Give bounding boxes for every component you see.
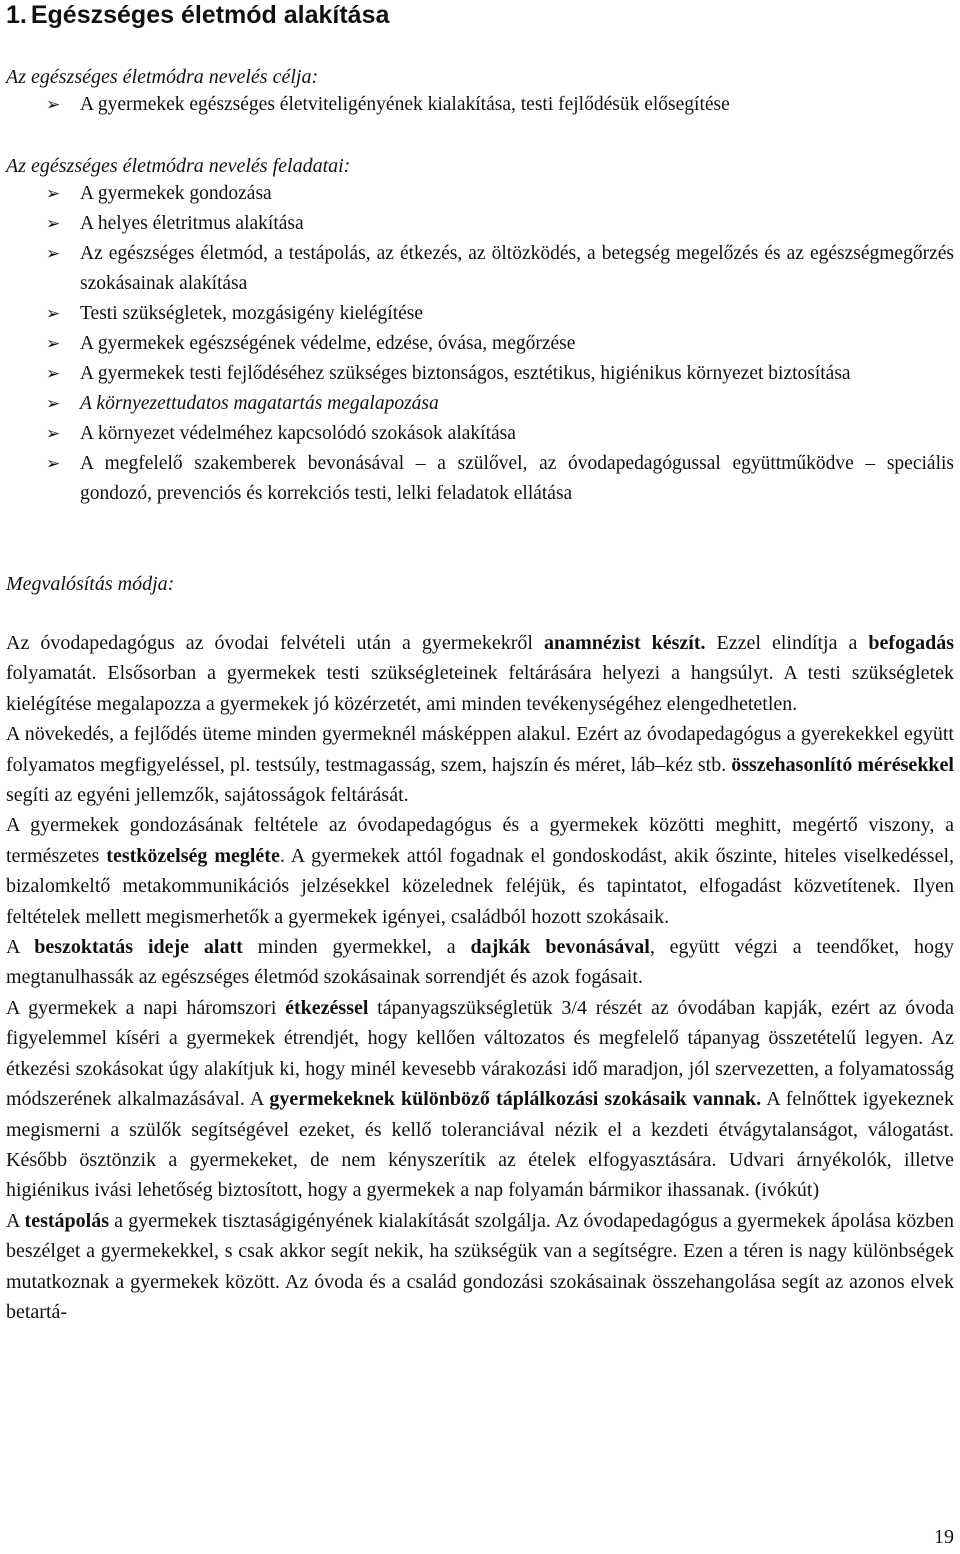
list-item: ➢ A gyermekek egészségének védelme, edzése, óvása, megőrzése [0,329,960,359]
page-number: 19 [934,1526,954,1548]
section-number: 1. [6,1,27,29]
arrow-bullet-icon: ➢ [46,304,61,324]
paragraph: Az óvodapedagógus az óvodai felvételi után a gyermekekről anamnézist készít. Ezzel elindítja a befogadás folyamatát. Elsősorban a gyermekek testi szükségleteinek feltárására helyezi a hangsúlyt. A testi szükségletek kielégítése megalapozza a gyermekek jó közérzetét, ami minden tevékenységéhez elengedhetetlen. [6,632,954,715]
arrow-bullet-icon: ➢ [46,394,61,414]
arrow-bullet-icon: ➢ [46,214,61,234]
arrow-bullet-icon: ➢ [46,424,61,444]
paragraph: A gyermekek gondozásának feltétele az óvodapedagógus és a gyermekek közötti meghitt, megértő viszony, a természetes testközelség megléte. A gyermekek attól fogadnak el gondoskodást, akik őszinte, hiteles viselkedéssel, bizalomkeltő metakommunikációs jelzésekkel közelednek feléjük, és tapintatot, elfogadást közvetítenek. Ilyen feltételek mellett megismerhetők a gyermekek igényei, családból hozott szokásaik. [6,814,955,928]
section-title: Egészséges életmód alakítása [30,1,390,29]
arrow-bullet-icon: ➢ [46,364,61,384]
list-item: ➢ A megfelelő szakemberek bevonásával – a szülővel, az óvodapedagógussal együttműködve – speciális gondozó, prevenciós és korrekciós testi, lelki feladatok ellátása [0,449,960,509]
list-item: ➢ A gyermekek egészséges életviteligényének kialakítása, testi fejlődésük elősegítése [0,90,960,120]
arrow-bullet-icon: ➢ [46,184,61,204]
goal-heading: Az egészséges életmódra nevelés célja: [6,66,319,88]
list-item: ➢ Testi szükségletek, mozgásigény kielégítése [0,299,960,329]
list-item: ➢ A gyermekek testi fejlődéséhez szükséges biztonságos, esztétikus, higiénikus környezet biztosítása [0,359,960,389]
arrow-bullet-icon: ➢ [46,454,61,474]
list-item: ➢ Az egészséges életmód, a testápolás, az étkezés, az öltözködés, a betegség megelőzés és az egészségmegőrzés szokásainak alakítása [0,239,960,299]
implementation-body [6,628,954,1327]
paragraph: A gyermekek a napi háromszori étkezéssel tápanyagszükségletük 3/4 részét az óvodában kapják, ezért az óvoda figyelemmel kíséri a gyermekek étrendjét, hogy kellően változatos és megfelelő tápanyag összetételű legyen. Az étkezési szokásokat úgy alakítjuk ki, hogy minél kevesebb várakozási idő maradjon, jól szervezetten, a folyamatosság módszerének alkalmazásával. A gyermekeknek különböző táplálkozási szokásaik vannak. A felnőttek igyekeznek megismerni a szülők segítségével ezeket, és kellő toleranciával nézik el a kezdeti étvágytalanságot, válogatást. Később ösztönzik a gyermekeket, de nem kényszerítik az ételek elfogyasztására. Udvari árnyékolók, illetve higiénikus ivási lehetőség biztosított, hogy a gyermekek a nap folyamán bármikor ihassanak. (ivókút) [6,996,955,1202]
tasks-heading: Az egészséges életmódra nevelés feladatai: [6,155,351,177]
list-item: ➢ A gyermekek gondozása [0,179,960,209]
arrow-bullet-icon: ➢ [46,244,61,264]
list-item: ➢ A környezet védelméhez kapcsolódó szokások alakítása [0,419,960,449]
arrow-bullet-icon: ➢ [46,334,61,354]
goal-list [0,90,960,120]
list-item: ➢ A helyes életritmus alakítása [0,209,960,239]
paragraph: A növekedés, a fejlődés üteme minden gyermeknél másképpen alakul. Ezért az óvodapedagógus a gyerekekkel együtt folyamatos megfigyeléssel, pl. testsúly, testmagasság, szem, hajszín és méret, láb–kéz stb. összehasonlító mérésekkel segíti az egyéni jellemzők, sajátosságok feltárását. [6,723,954,807]
section-heading [6,0,389,30]
tasks-list [0,179,960,509]
paragraph: A testápolás a gyermekek tisztaságigényének kialakítását szolgálja. Az óvodapedagógus a gyermekek ápolása közben beszélget a gyermekekkel, s csak akkor segít nekik, ha szükségük van a segítségre. Ezen a téren is nagy különbségek mutatkoznak a gyermekek között. Az óvoda és a család gondozási szokásainak összehangolása segít az azonos elvek betartá- [6,1209,954,1323]
implementation-heading: Megvalósítás módja: [6,573,175,595]
paragraph: A beszoktatás ideje alatt minden gyermekkel, a dajkák bevonásával, együtt végzi a teendőket, hogy megtanulhassák az egészséges életmód szokásainak sorrendjét és azok fogásait. [6,936,955,989]
arrow-bullet-icon: ➢ [46,95,61,115]
list-item: ➢ A környezettudatos magatartás megalapozása [0,389,960,419]
